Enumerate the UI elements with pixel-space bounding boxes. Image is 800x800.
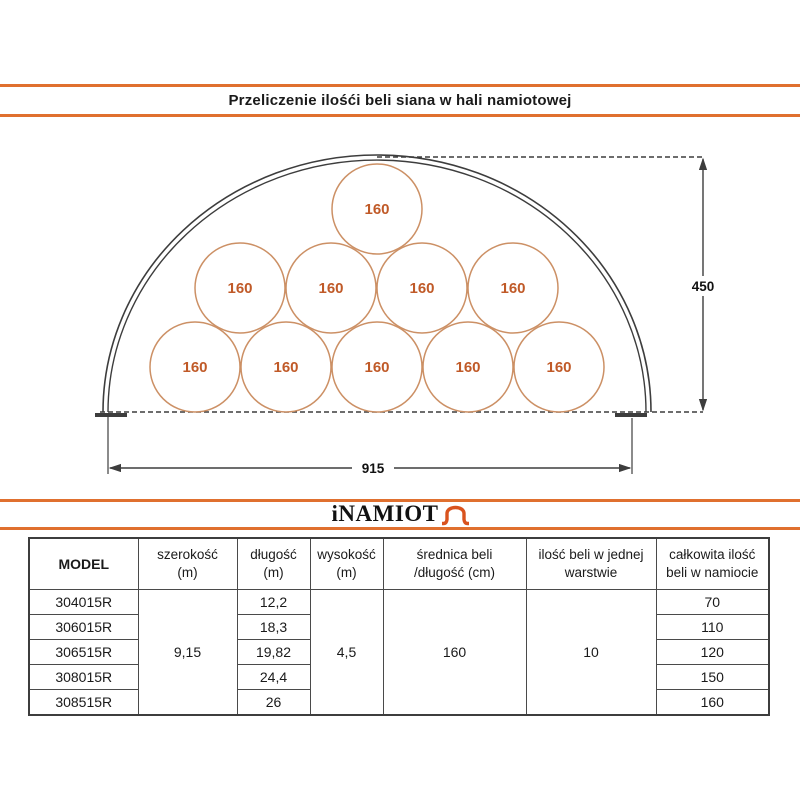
srednica-merged-cell: 160 [383, 590, 526, 715]
col-header-ilosc-warstwa: ilość beli w jednej warstwie [526, 538, 656, 590]
col-header-dlugosc: długość (m) [237, 538, 310, 590]
bale-diameter-label: 160 [318, 280, 344, 297]
diagram-svg [0, 130, 800, 490]
table-row [29, 590, 769, 615]
ilosc-warstwa-merged-cell: 10 [526, 590, 656, 715]
dlugosc-cell: 18,3 [237, 615, 310, 640]
dlugosc-cell: 24,4 [237, 665, 310, 690]
dlugosc-cell: 19,82 [237, 640, 310, 665]
model-cell: 304015R [29, 590, 138, 615]
width-dimension-label: 915 [361, 461, 385, 476]
logo-band [0, 499, 800, 530]
dlugosc-cell: 12,2 [237, 590, 310, 615]
bale-diameter-label: 160 [546, 359, 572, 376]
bale-diameter-label: 160 [364, 359, 390, 376]
col-header-wysokosc: wysokość (m) [310, 538, 383, 590]
tent-cross-section-diagram [0, 130, 800, 490]
bale-diameter-label: 160 [182, 359, 208, 376]
table-header-row [29, 538, 769, 590]
bale-diameter-label: 160 [227, 280, 253, 297]
total-cell: 110 [656, 615, 769, 640]
height-dimension-label: 450 [691, 279, 715, 294]
total-cell: 120 [656, 640, 769, 665]
bale-diameter-label: 160 [409, 280, 435, 297]
col-header-calkowita: całkowita ilość beli w namiocie [656, 538, 769, 590]
page-title: Przeliczenie ilośći beli siana w hali namiotowej [228, 92, 572, 109]
bale-diameter-label: 160 [455, 359, 481, 376]
model-cell: 308015R [29, 665, 138, 690]
model-cell: 308515R [29, 690, 138, 715]
dlugosc-cell: 26 [237, 690, 310, 715]
title-band [0, 84, 800, 117]
specs-table [28, 537, 770, 716]
wysokosc-merged-cell: 4,5 [310, 590, 383, 715]
model-cell: 306015R [29, 615, 138, 640]
right-foot-plate [615, 413, 647, 417]
total-cell: 160 [656, 690, 769, 715]
left-foot-plate [95, 413, 127, 417]
bale-diameter-label: 160 [273, 359, 299, 376]
total-cell: 150 [656, 665, 769, 690]
brand-logo-text: iNAMIOT [331, 501, 439, 526]
model-cell: 306515R [29, 640, 138, 665]
bale-diameter-label: 160 [500, 280, 526, 297]
col-header-szerokosc: szerokość (m) [138, 538, 237, 590]
col-header-srednica: średnica beli /długość (cm) [383, 538, 526, 590]
col-header-model: MODEL [29, 538, 138, 590]
szerokosc-merged-cell: 9,15 [138, 590, 237, 715]
bale-diameter-label: 160 [364, 201, 390, 218]
total-cell: 70 [656, 590, 769, 615]
tent-icon [442, 501, 469, 526]
